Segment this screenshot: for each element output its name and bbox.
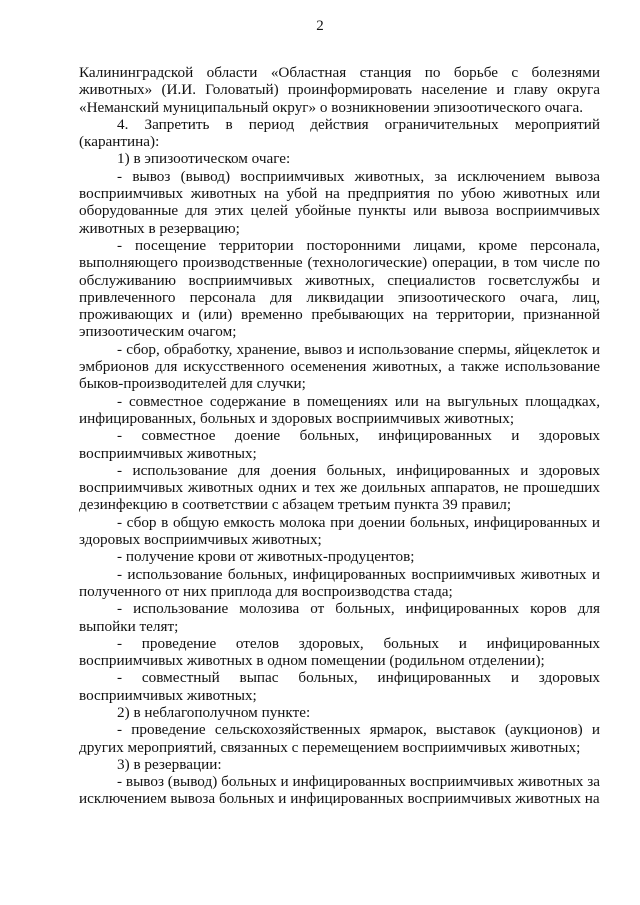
paragraph-continuation: Калининградской области «Областная станция по борьбе с болезнями животных» (И.И. Головатый) проинформировать население и главу округа «Неманский муниципальный округ» о возникновении эпизоотического очага. bbox=[79, 64, 600, 116]
subitem-3: 3) в резервации: bbox=[117, 755, 222, 773]
list-item: - сбор в общую емкость молока при доении больных, инфицированных и здоровых восприимчивых животных; bbox=[79, 513, 600, 549]
list-item: - посещение территории посторонними лицами, кроме персонала, выполняющего производственные (технологические) операции, в том числе по обслуживанию восприимчивых животных, специалистов госветслужбы и привлеченного персонала для ликвидации эпизоотического очага, лиц, проживающих и (или) временно пребывающих на территории, признанной эпизоотическим очагом; bbox=[79, 236, 600, 341]
list-item: - использование молозива от больных, инфицированных коров для выпойки телят; bbox=[79, 600, 600, 635]
list-item: - использование больных, инфицированных восприимчивых животных и полученного от них приплода для воспроизводства стада; bbox=[79, 565, 600, 600]
list-item: - совместное содержание в помещениях или на выгульных площадках, инфицированных, больных и здоровых восприимчивых животных; bbox=[79, 392, 600, 427]
document-body bbox=[79, 64, 600, 808]
subitem-1: 1) в эпизоотическом очаге: bbox=[117, 150, 291, 168]
page-number: 2 bbox=[316, 18, 324, 34]
list-item: - сбор, обработку, хранение, вывоз и использование спермы, яйцеклеток и эмбрионов для искусственного осеменения животных, а также использование быков-производителей для случки; bbox=[79, 340, 600, 393]
subitem-2: 2) в неблагополучном пункте: bbox=[117, 703, 311, 721]
list-item: - проведение отелов здоровых, больных и инфицированных восприимчивых животных в одном помещении (родильном отделении); bbox=[79, 634, 600, 670]
list-item: - проведение сельскохозяйственных ярмарок, выставок (аукционов) и других мероприятий, связанных с перемещением восприимчивых животных; bbox=[79, 721, 600, 756]
list-item: - использование для доения больных, инфицированных и здоровых восприимчивых животных одних и тех же доильных аппаратов, не прошедших дезинфекцию в соответствии с абзацем третьим пункта 39 правил; bbox=[79, 461, 600, 514]
paragraph-item-4: 4. Запретить в период действия ограничительных мероприятий (карантина): bbox=[79, 115, 600, 151]
list-item: - вывоз (вывод) восприимчивых животных, за исключением вывоза восприимчивых животных на убой на предприятия по убою животных или оборудованные для этих целей убойные пункты или вывоза восприимчивых животных в резервацию; bbox=[79, 167, 600, 237]
list-item: - совместный выпас больных, инфицированных и здоровых восприимчивых животных; bbox=[79, 669, 600, 704]
list-item: - получение крови от животных-продуцентов; bbox=[117, 548, 415, 566]
list-item: - совместное доение больных, инфицированных и здоровых восприимчивых животных; bbox=[79, 427, 600, 462]
list-item: - вывоз (вывод) больных и инфицированных восприимчивых животных за исключением вывоза больных и инфицированных восприимчивых животных на bbox=[79, 773, 600, 808]
